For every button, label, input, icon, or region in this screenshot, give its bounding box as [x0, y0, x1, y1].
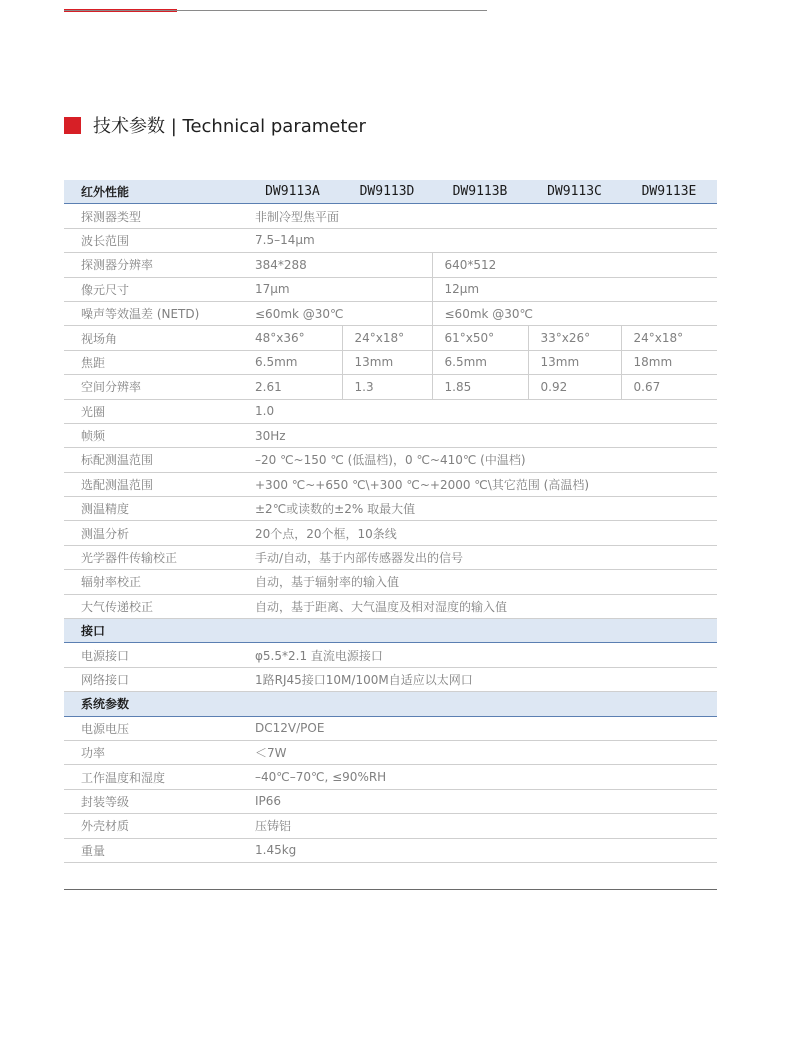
row-value: 30Hz — [243, 423, 717, 447]
section-title — [64, 113, 366, 137]
row-value: 压铸铝 — [243, 814, 717, 838]
cell-value: 0.92 — [528, 375, 621, 399]
table-row — [64, 740, 717, 764]
row-label: 空间分辨率 — [64, 375, 243, 399]
row-value: 非制冷型焦平面 — [243, 204, 717, 228]
row-value: 7.5–14μm — [243, 228, 717, 252]
row-label: 像元尺寸 — [64, 277, 243, 301]
page-title: 技术参数 | Technical parameter — [93, 116, 366, 137]
row-label: 外壳材质 — [64, 814, 243, 838]
table-row — [64, 448, 717, 472]
row-value: –20 ℃~150 ℃ (低温档)，0 ℃~410℃ (中温档) — [243, 448, 717, 472]
table-row — [64, 789, 717, 813]
table-row — [64, 765, 717, 789]
row-value-a: 384*288 — [243, 253, 432, 277]
table-row — [64, 643, 717, 667]
table-row — [64, 497, 717, 521]
row-label: 波长范围 — [64, 228, 243, 252]
table-row — [64, 594, 717, 618]
bottom-divider — [64, 889, 717, 890]
cell-value: 24°x18° — [621, 326, 717, 350]
row-value: 20个点，20个框，10条线 — [243, 521, 717, 545]
table-row — [64, 667, 717, 691]
section-label: 接口 — [64, 619, 717, 643]
spec-table — [64, 180, 717, 863]
cell-value: 6.5mm — [432, 350, 528, 374]
row-label: 标配测温范围 — [64, 448, 243, 472]
row-value: 1路RJ45接口10M/100M自适应以太网口 — [243, 667, 717, 691]
row-value-b: 640*512 — [432, 253, 717, 277]
model-col-3: DW9113B — [432, 180, 528, 204]
row-label: 功率 — [64, 740, 243, 764]
row-label: 电源电压 — [64, 716, 243, 740]
table-row — [64, 204, 717, 228]
row-value: 1.0 — [243, 399, 717, 423]
table-row — [64, 301, 717, 325]
row-value: 自动，基于距离、大气温度及相对湿度的输入值 — [243, 594, 717, 618]
table-row — [64, 814, 717, 838]
row-value: ±2℃或读数的±2% 取最大值 — [243, 497, 717, 521]
row-value-a: ≤60mk @30℃ — [243, 301, 432, 325]
cell-value: 0.67 — [621, 375, 717, 399]
row-label: 工作温度和湿度 — [64, 765, 243, 789]
row-label: 测温精度 — [64, 497, 243, 521]
table-row — [64, 570, 717, 594]
row-label: 光学器件传输校正 — [64, 545, 243, 569]
row-label: 辐射率校正 — [64, 570, 243, 594]
row-label: 封装等级 — [64, 789, 243, 813]
row-value: +300 ℃~+650 ℃\+300 ℃~+2000 ℃\其它范围 (高温档) — [243, 472, 717, 496]
table-row — [64, 399, 717, 423]
cell-value: 13mm — [528, 350, 621, 374]
cell-value: 48°x36° — [243, 326, 342, 350]
section-header-system — [64, 692, 717, 716]
cell-value: 6.5mm — [243, 350, 342, 374]
row-value: 手动/自动，基于内部传感器发出的信号 — [243, 545, 717, 569]
table-row — [64, 253, 717, 277]
title-square-icon — [64, 117, 81, 134]
row-label: 测温分析 — [64, 521, 243, 545]
table-row — [64, 521, 717, 545]
row-label: 焦距 — [64, 350, 243, 374]
row-value: ＜7W — [243, 740, 717, 764]
row-value: IP66 — [243, 789, 717, 813]
table-header-row — [64, 180, 717, 204]
table-row — [64, 350, 717, 374]
row-label: 视场角 — [64, 326, 243, 350]
cell-value: 33°x26° — [528, 326, 621, 350]
row-label: 网络接口 — [64, 667, 243, 691]
model-col-1: DW9113A — [243, 180, 342, 204]
cell-value: 18mm — [621, 350, 717, 374]
row-label: 选配测温范围 — [64, 472, 243, 496]
row-label: 帧频 — [64, 423, 243, 447]
table-row — [64, 423, 717, 447]
row-label: 光圈 — [64, 399, 243, 423]
row-value-b: 12μm — [432, 277, 717, 301]
row-label: 探测器分辨率 — [64, 253, 243, 277]
cell-value: 1.85 — [432, 375, 528, 399]
row-label: 电源接口 — [64, 643, 243, 667]
cell-value: 61°x50° — [432, 326, 528, 350]
row-value: –40℃–70℃, ≤90%RH — [243, 765, 717, 789]
table-row — [64, 375, 717, 399]
row-value: 1.45kg — [243, 838, 717, 862]
model-col-2: DW9113D — [342, 180, 432, 204]
row-value: 自动，基于辐射率的输入值 — [243, 570, 717, 594]
model-col-4: DW9113C — [528, 180, 621, 204]
section-header-interface — [64, 619, 717, 643]
cell-value: 13mm — [342, 350, 432, 374]
row-label: 探测器类型 — [64, 204, 243, 228]
row-value: φ5.5*2.1 直流电源接口 — [243, 643, 717, 667]
table-row — [64, 472, 717, 496]
cell-value: 24°x18° — [342, 326, 432, 350]
table-row — [64, 838, 717, 862]
table-row — [64, 716, 717, 740]
header-label: 红外性能 — [64, 180, 243, 204]
row-label: 大气传递校正 — [64, 594, 243, 618]
section-label: 系统参数 — [64, 692, 717, 716]
row-value-a: 17μm — [243, 277, 432, 301]
row-label: 噪声等效温差 (NETD) — [64, 301, 243, 325]
row-value-b: ≤60mk @30℃ — [432, 301, 717, 325]
table-row — [64, 277, 717, 301]
model-col-5: DW9113E — [621, 180, 717, 204]
cell-value: 1.3 — [342, 375, 432, 399]
cell-value: 2.61 — [243, 375, 342, 399]
table-row — [64, 326, 717, 350]
table-row — [64, 228, 717, 252]
top-divider — [64, 10, 487, 11]
row-value: DC12V/POE — [243, 716, 717, 740]
table-row — [64, 545, 717, 569]
row-label: 重量 — [64, 838, 243, 862]
